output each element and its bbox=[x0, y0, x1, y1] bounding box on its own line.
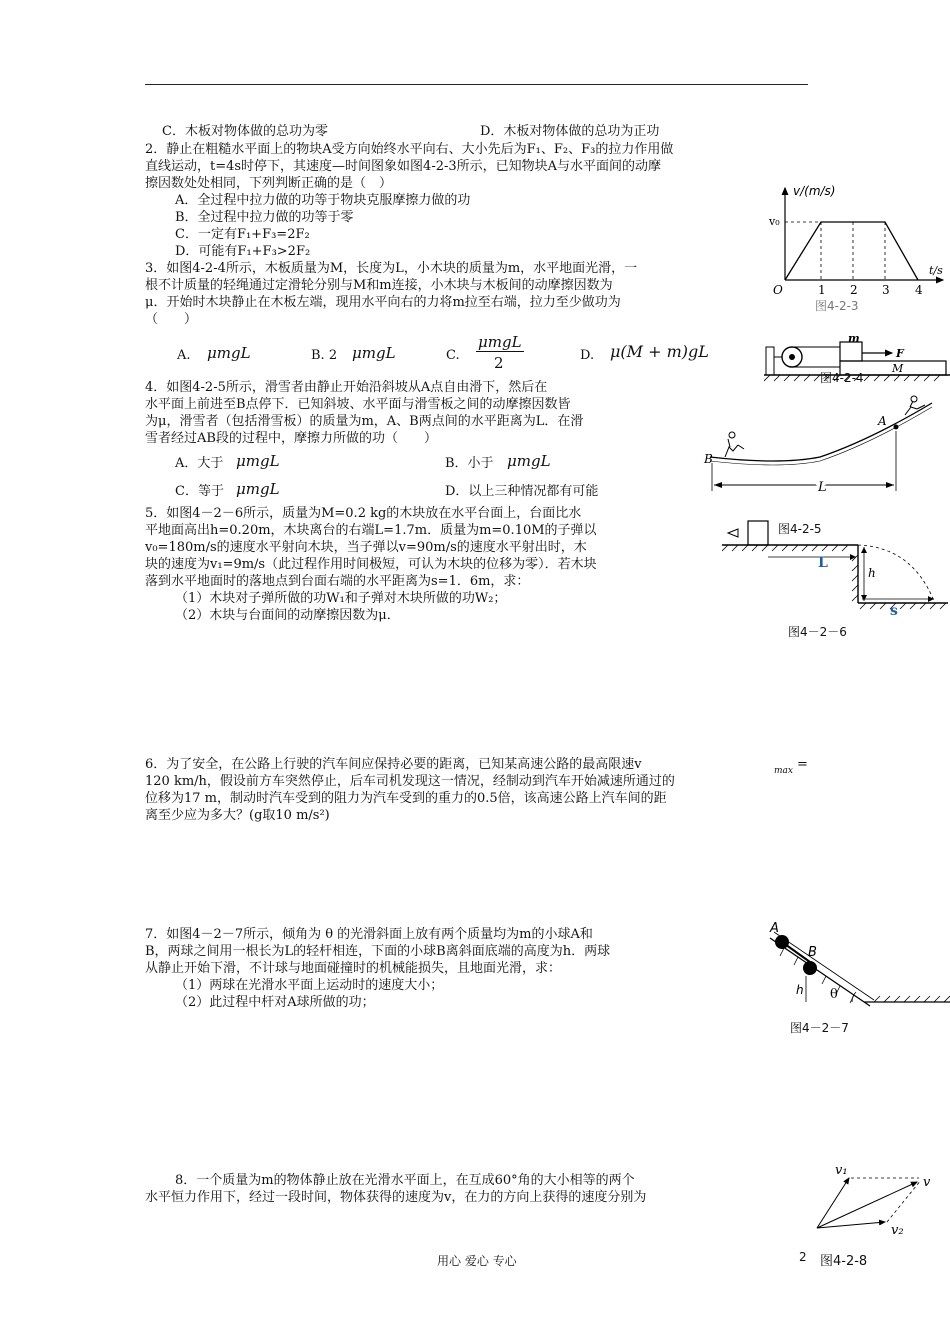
q5-line5: 落到水平地面时的落地点到台面右端的水平距离为s=1．6m，求： bbox=[145, 574, 530, 589]
q3-option-a-label: A. bbox=[177, 348, 191, 363]
vector-v2-label: v₂ bbox=[891, 1223, 904, 1238]
diagram-F-label: F bbox=[896, 347, 904, 360]
graph-caption: 图4-2-3 bbox=[815, 299, 859, 313]
graph-origin-label: O bbox=[773, 283, 783, 297]
diagram-M-label: M bbox=[892, 362, 904, 375]
q1-option-d: D．木板对物体做的总功为正功 bbox=[480, 124, 660, 139]
graph-tick-1: 1 bbox=[818, 283, 826, 297]
q3-line1: 3．如图4-2-4所示，木板质量为M，长度为L，小木块的质量为m，水平地面光滑，一 bbox=[145, 261, 638, 276]
q2-line1: 2．静止在粗糙水平面上的物块A受方向始终水平向右、大小先后为F₁、F₂、F₃的拉力作用做 bbox=[145, 142, 674, 157]
q4-option-a: μmgL bbox=[236, 452, 280, 470]
q8-line2: 水平恒力作用下，经过一段时间，物体获得的速度为v，在力的方向上获得的速度分别为 bbox=[145, 1190, 647, 1205]
q5-line1: 5．如图4－2－6所示，质量为M=0.2 kg的木块放在水平台面上，台面比水 bbox=[145, 506, 582, 521]
q6-vmax-subscript: max bbox=[774, 766, 793, 776]
q3-option-c-numerator: μmgL bbox=[478, 333, 522, 351]
q5-line4: 块的速度为v₁=9m/s（此过程作用时间极短，可认为木块的位移为零）．若木块 bbox=[145, 557, 597, 572]
q4-option-c: μmgL bbox=[236, 480, 280, 498]
q3-option-d: μ(M + m)gL bbox=[610, 342, 709, 361]
q4-line4: 雪者经过AB段的过程中，摩擦力所做的功（ ） bbox=[145, 431, 437, 446]
vector-v1-label: v₁ bbox=[835, 1163, 848, 1178]
q5-sub2: （2）木块与台面间的动摩擦因数为μ． bbox=[175, 608, 400, 623]
footer-center-text: 用心 爱心 专心 bbox=[437, 1254, 517, 1268]
q4-option-b-label: B．小于 bbox=[445, 456, 494, 471]
q3-option-d-label: D. bbox=[580, 348, 595, 363]
q7-sub2: （2）此过程中杆对A球所做的功； bbox=[175, 995, 375, 1010]
q5-line2: 平地面高出h=0.20m，木块离台的右端L=1.7m．质量为m=0.10M的子弹以 bbox=[145, 523, 597, 538]
height-h-label: h bbox=[868, 566, 876, 580]
velocity-vectors-diagram bbox=[805, 1158, 950, 1238]
graph-tick-2: 2 bbox=[850, 283, 858, 297]
velocity-time-graph bbox=[765, 180, 950, 335]
q6-line4: 离至少应为多大？(g取10 m/s²) bbox=[145, 808, 330, 823]
q7-sub1: （1）两球在光滑水平面上运动时的速度大小； bbox=[175, 978, 444, 993]
skier-slope-diagram bbox=[700, 395, 950, 497]
diagram-m-label: m bbox=[848, 333, 860, 345]
q4-option-b: μmgL bbox=[507, 452, 551, 470]
ball-A-label: A bbox=[770, 921, 779, 936]
q2-option-a: A．全过程中拉力做的功等于物块克服摩擦力做的功 bbox=[175, 193, 471, 208]
q3-line2: 根不计质量的轻绳通过定滑轮分别与M和m连接，小木块与木板间的动摩擦因数为 bbox=[145, 278, 613, 293]
q4-line3: 为μ，滑雪者（包括滑雪板）的质量为m，A、B两点间的水平距离为L．在滑 bbox=[145, 414, 584, 429]
q4-option-a-label: A．大于 bbox=[175, 456, 224, 471]
graph-v0-label: v₀ bbox=[769, 215, 780, 228]
q3-option-b-label: B. 2 bbox=[311, 348, 338, 363]
fig-4-2-8-caption: 图4-2-8 bbox=[820, 1254, 868, 1269]
graph-tlabel: t/s bbox=[929, 264, 943, 277]
q2-line2: 直线运动，t=4s时停下，其速度—时间图象如图4-2-3所示，已知物块A与水平面间的动摩 bbox=[145, 159, 662, 174]
distance-s-label: s bbox=[890, 603, 898, 619]
graph-tick-3: 3 bbox=[882, 283, 890, 297]
q2-option-b: B．全过程中拉力做的功等于零 bbox=[175, 210, 354, 225]
fig-4-2-7-caption: 图4－2－7 bbox=[790, 1021, 849, 1035]
distance-L-label: L bbox=[818, 480, 827, 495]
q3-option-c-denominator: 2 bbox=[494, 354, 504, 372]
distance-L-label-2: L bbox=[818, 555, 828, 571]
q1-option-c: C．木板对物体做的总功为零 bbox=[162, 124, 328, 139]
page-number: 2 bbox=[799, 1250, 807, 1264]
q3-option-c-label: C. bbox=[446, 348, 460, 363]
point-B-label: B bbox=[704, 452, 713, 466]
q3-option-a: μmgL bbox=[207, 344, 251, 362]
angle-theta-label: θ bbox=[830, 987, 838, 1002]
q6-line1: 6．为了安全，在公路上行驶的汽车间应保持必要的距离，已知某高速公路的最高限速v bbox=[145, 757, 642, 772]
point-A-label: A bbox=[878, 414, 887, 428]
fig-4-2-5-caption: 图4-2-5 bbox=[778, 522, 822, 536]
fig-4-2-4-caption: 图4-2-4 bbox=[820, 371, 864, 385]
q5-sub1: （1）木块对子弹所做的功W₁和子弹对木块所做的功W₂； bbox=[175, 591, 507, 606]
fig-4-2-6-caption: 图4－2－6 bbox=[788, 625, 847, 639]
q4-line1: 4．如图4-2-5所示，滑雪者由静止开始沿斜坡从A点自由滑下，然后在 bbox=[145, 380, 548, 395]
q3-line3: μ．开始时木块静止在木板左端，现用水平向右的力将m拉至右端，拉力至少做功为 bbox=[145, 295, 621, 310]
q7-line1: 7．如图4－2－7所示，倾角为 θ 的光滑斜面上放有两个质量均为m的小球A和 bbox=[145, 927, 593, 942]
q8-line1: 8．一个质量为m的物体静止放在光滑水平面上，在互成60°角的大小相等的两个 bbox=[175, 1173, 635, 1188]
vector-v-label: v bbox=[923, 1175, 931, 1190]
incline-balls-diagram bbox=[760, 918, 950, 1018]
q2-option-c: C．一定有F₁+F₃=2F₂ bbox=[175, 227, 310, 242]
table-block-diagram bbox=[722, 515, 950, 627]
q6-vmax-equals: = bbox=[797, 757, 808, 772]
q6-line2: 120 km/h，假设前方车突然停止，后车司机发现这一情况，经制动到汽车开始减速所通过的 bbox=[145, 774, 675, 789]
q3-line4: （ ） bbox=[145, 312, 198, 327]
q2-line3: 擦因数处处相同，下列判断正确的是（ ） bbox=[145, 176, 393, 191]
q4-option-c-label: C．等于 bbox=[175, 484, 224, 499]
graph-ylabel: v/(m/s) bbox=[793, 184, 836, 198]
q3-option-b: μmgL bbox=[352, 344, 396, 362]
ball-B-label: B bbox=[808, 945, 817, 960]
graph-tick-4: 4 bbox=[915, 283, 923, 297]
q2-option-d: D．可能有F₁+F₃>2F₂ bbox=[175, 244, 311, 259]
q7-line2: B，两球之间用一根长为L的轻杆相连，下面的小球B离斜面底端的高度为h．两球 bbox=[145, 944, 611, 959]
q4-line2: 水平面上前进至B点停下．已知斜坡、水平面与滑雪板之间的动摩擦因数皆 bbox=[145, 397, 571, 412]
q5-line3: v₀=180m/s的速度水平射向木块，当子弹以v=90m/s的速度水平射出时，木 bbox=[145, 540, 587, 555]
q7-line3: 从静止开始下滑，不计球与地面碰撞时的机械能损失，且地面光滑，求： bbox=[145, 961, 562, 976]
q4-option-d: D．以上三种情况都有可能 bbox=[445, 484, 599, 499]
height-h-label-2: h bbox=[796, 983, 804, 997]
header-rule bbox=[145, 84, 808, 85]
q6-line3: 位移为17 m，制动时汽车受到的阻力为汽车受到的重力的0.5倍，该高速公路上汽车间的距 bbox=[145, 791, 667, 806]
